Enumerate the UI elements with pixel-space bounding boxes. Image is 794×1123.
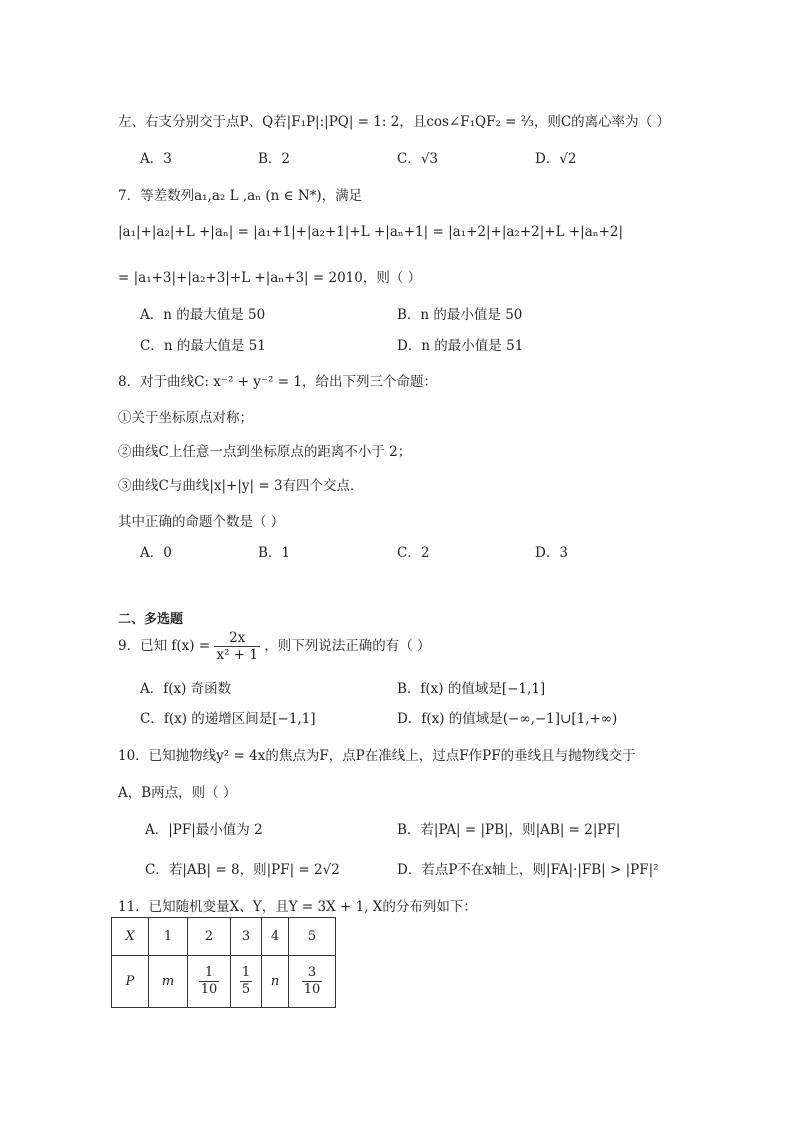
denominator: 5 [241,982,251,997]
table-row [112,918,336,956]
q8-option-b[interactable]: B．1 [258,545,291,561]
q7-equation-continued: = |a₁+3|+|a₂+3|+L +|aₙ+3| = 2010，则（ ） [118,270,422,286]
q8-ask: 其中正确的命题个数是（ ） [118,514,285,530]
table-cell [289,956,336,1008]
table-cell: 3 [231,918,262,956]
numerator: 3 [302,965,323,982]
table-cell [188,956,231,1008]
table-cell: X [112,918,149,956]
q8-option-c[interactable]: C．2 [397,545,430,561]
q8-proposition-2: ②曲线C上任意一点到坐标原点的距离不小于 2； [118,444,412,460]
q8-proposition-1: ①关于坐标原点对称； [118,410,253,426]
q9-denominator: x² + 1 [216,647,258,664]
q10-option-a[interactable]: A．|PF|最小值为 2 [145,822,263,838]
q8-option-a[interactable]: A．0 [140,545,172,561]
q6-option-c[interactable]: C．√3 [397,151,439,167]
q10-option-c[interactable]: C．若|AB| = 8，则|PF| = 2√2 [145,862,340,878]
table-cell: 4 [262,918,289,956]
fraction [240,965,252,997]
q9-prefix: 9．已知 [118,638,168,655]
q10-option-b[interactable]: B．若|PA| = |PB|，则|AB| = 2|PF| [397,822,621,838]
q9-option-d[interactable]: D．f(x) 的值域是(−∞,−1]∪[1,+∞) [397,711,618,727]
numerator: 1 [199,965,220,982]
q9-option-b[interactable]: B．f(x) 的值域是[−1,1] [397,681,546,697]
q9-numerator: 2x [214,630,260,647]
fraction [302,965,323,997]
distribution-table [111,917,336,1008]
q9-suffix: ，则下列说法正确的有（ ） [264,638,431,655]
q7-option-b[interactable]: B．n 的最小值是 50 [397,307,523,323]
q9-function-lhs: f(x) = [171,638,211,655]
q7-stem: 7．等差数列a₁,a₂ L ,aₙ (n ∈ N*)，满足 [118,188,363,204]
q6-option-b[interactable]: B．2 [258,151,291,167]
table-cell: P [112,956,149,1008]
table-cell [231,956,262,1008]
q8-proposition-3: ③曲线C与曲线|x|+|y| = 3有四个交点． [118,478,364,494]
q6-option-a[interactable]: A．3 [140,151,172,167]
q10-option-d[interactable]: D．若点P不在x轴上，则|FA|·|FB| > |PF|² [397,862,659,878]
q11-stem: 11．已知随机变量X、Y，且Y = 3X + 1, X的分布列如下： [118,899,477,915]
q9-option-c[interactable]: C．f(x) 的递增区间是[−1,1] [140,711,316,727]
table-cell: m [149,956,188,1008]
q7-option-c[interactable]: C．n 的最大值是 51 [140,338,266,354]
q10-stem-continued: A，B两点，则（ ） [118,785,237,801]
q6-option-d[interactable]: D．√2 [535,151,577,167]
denominator: 10 [303,982,321,997]
table-cell: 5 [289,918,336,956]
q7-option-d[interactable]: D．n 的最小值是 51 [397,338,524,354]
fraction [199,965,220,997]
table-cell: 1 [149,918,188,956]
q8-stem: 8．对于曲线C: x⁻² + y⁻² = 1，给出下列三个命题： [118,374,437,390]
table-cell: 2 [188,918,231,956]
q8-option-d[interactable]: D．3 [535,545,568,561]
q9-stem [118,630,431,663]
section-title: 二、多选题 [118,612,184,627]
table-cell: n [262,956,289,1008]
q7-option-a[interactable]: A．n 的最大值是 50 [140,307,266,323]
q9-option-a[interactable]: A．f(x) 奇函数 [140,681,232,697]
denominator: 10 [200,982,218,997]
q10-stem: 10．已知抛物线y² = 4x的焦点为F，点P在准线上，过点F作PF的垂线且与抛物线交于 [118,748,636,764]
table-row [112,956,336,1008]
q9-fraction [214,630,260,663]
q6-stem: 左、右支分别交于点P、Q若|F₁P|:|PQ| = 1: 2，且cos∠F₁QF₂ = ⅔，则C的离心率为（ ） [118,114,670,130]
numerator: 1 [241,965,251,981]
q7-equation-line: |a₁|+|a₂|+L +|aₙ| = |a₁+1|+|a₂+1|+L +|aₙ+1| = |a₁+2|+|a₂+2|+L +|aₙ+2| [118,224,624,240]
